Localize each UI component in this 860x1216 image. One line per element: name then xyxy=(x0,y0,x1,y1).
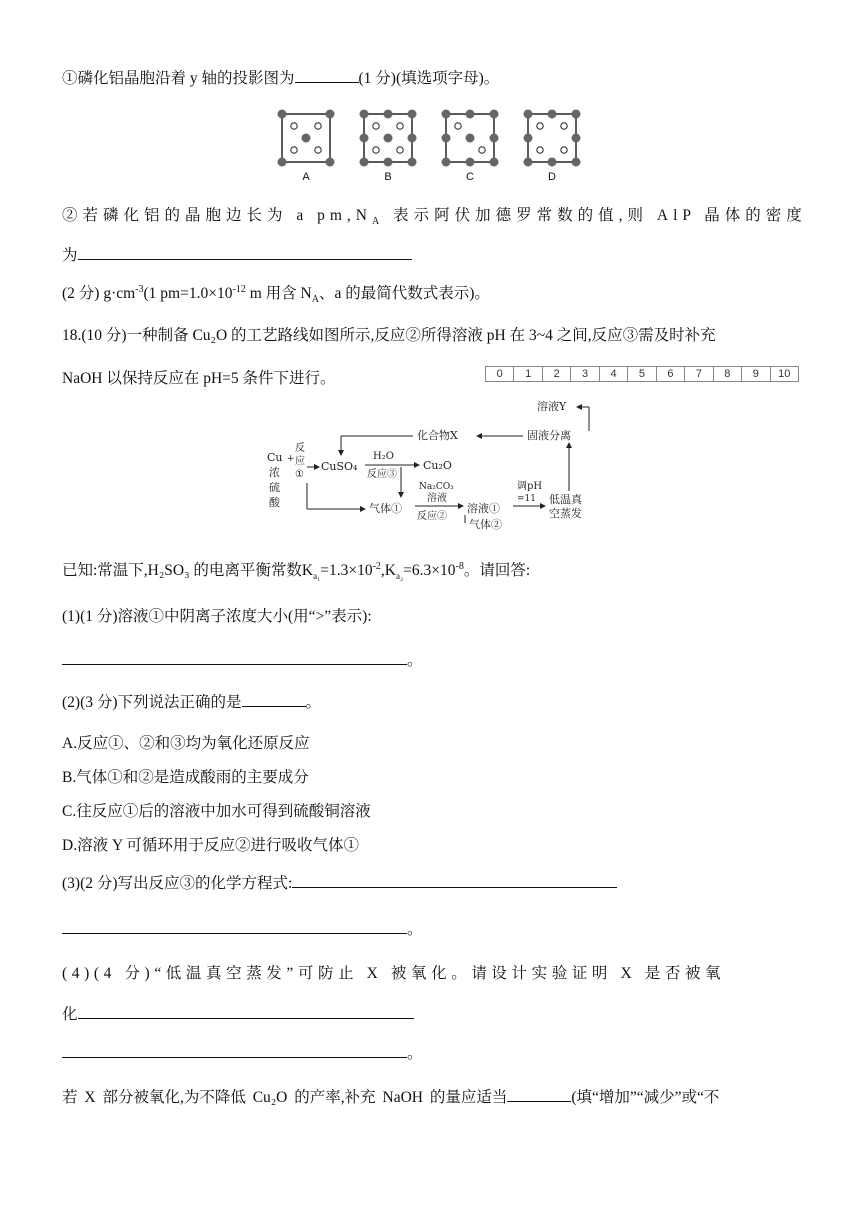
cuso4-label: CuSO₄ xyxy=(321,460,358,473)
q17-part2: ②若磷化铝的晶胞边长为 a $pm,N_A$ 表示阿伏加德罗常数的值,则 AlP 晶体的密度 xyxy=(62,207,807,228)
solution-y-label: 溶液Y xyxy=(537,400,567,413)
option-label: B xyxy=(384,171,392,183)
r1-char-2: 应 xyxy=(295,456,305,467)
option-label: C xyxy=(466,171,474,183)
compound-x-label: 化合物X xyxy=(417,429,458,442)
q17-part2-line3: (2 分) $g\cdot cm^{-3}(1$ $pm=1.0\times 10^{-12}$ m 用含 $N_A$、a 的最简代数式表示)。 xyxy=(62,283,490,306)
separation-label: 固液分离 xyxy=(527,429,571,442)
solution-label: 溶液 xyxy=(427,493,447,504)
q18-sub3: (3)(2 分)写出反应③的化学方程式: xyxy=(62,871,617,893)
q18-sub2: (2)(3 分)下列说法正确的是 。 xyxy=(62,690,321,712)
q18-sub1: (1)(1 分)溶液①中阴离子浓度大小(用“>”表示): xyxy=(62,608,372,625)
r1-char-1: 反 xyxy=(295,443,305,454)
lowtemp-line1: 低温真 xyxy=(549,493,582,506)
ph-eq-11: =11 xyxy=(517,494,536,504)
sol1-label: 溶液① xyxy=(467,502,500,515)
q18-sub1-answer: 。 xyxy=(62,648,423,670)
gas1-label: 气体① xyxy=(369,502,402,515)
option-a: A.反应①、②和③均为氧化还原反应 xyxy=(62,735,310,752)
option-b-diagram xyxy=(358,108,418,188)
option-label: D xyxy=(548,171,556,183)
q18-sub4-line2: 化 xyxy=(62,1002,414,1024)
acid-char-3: 酸 xyxy=(269,496,280,509)
q18-sub3-answer: 。 xyxy=(62,917,423,939)
acid-char-2: 硫 xyxy=(269,481,280,494)
q18-intro-line2: NaOH 以保持反应在 pH=5 条件下进行。 xyxy=(62,370,336,387)
lowtemp-line2: 空蒸发 xyxy=(549,507,582,520)
r3-label: 反应③ xyxy=(367,469,397,480)
option-label: A xyxy=(302,171,310,183)
q18-intro-line1: 18.(10 分)一种制备 Cu₂O 的工艺路线如图所示,反应②所得溶液 pH 在 3~4 之间,反应③需及时补充 xyxy=(62,327,716,344)
q17-part2-line2: 为 xyxy=(62,243,412,265)
option-c-diagram xyxy=(440,108,500,188)
na2co3-label: Na₂CO₃ xyxy=(419,482,454,492)
option-c: C.往反应①后的溶液中加水可得到硫酸铜溶液 xyxy=(62,803,371,820)
ph-scale-ruler: 0 1 2 3 4 5 6 7 8 9 10 xyxy=(485,366,799,382)
answer-blank[interactable] xyxy=(507,1086,571,1102)
adjust-ph-label: 调pH xyxy=(517,481,543,492)
plus-sign: + xyxy=(287,454,295,464)
q18-sub4-answer: 。 xyxy=(62,1041,423,1063)
cu-label: Cu xyxy=(267,451,283,464)
process-flow-diagram xyxy=(255,395,605,531)
acid-char-1: 浓 xyxy=(269,466,280,479)
h2o-label: H₂O xyxy=(373,451,394,462)
q18-last: 若 X 部分被氧化,为不降低 Cu₂O 的产率,补充 NaOH 的量应适当 (填“增加”“减少”或“不 xyxy=(62,1085,719,1107)
option-d: D.溶液 Y 可循环用于反应②进行吸收气体① xyxy=(62,837,359,854)
answer-blank[interactable] xyxy=(78,1003,414,1019)
answer-blank[interactable] xyxy=(295,67,359,83)
r2-label: 反应② xyxy=(417,511,447,522)
q17-part1: ①磷化铝晶胞沿着 y 轴的投影图为 (1 分)(填选项字母)。 xyxy=(62,66,499,88)
option-d-diagram xyxy=(522,108,582,188)
option-b: B.气体①和②是造成酸雨的主要成分 xyxy=(62,769,309,786)
answer-blank[interactable] xyxy=(78,244,412,260)
answer-blank[interactable] xyxy=(62,918,407,934)
q18-sub4: (4)(4 分)“低温真空蒸发”可防止 X 被氧化。请设计实验证明 X 是否被氧 xyxy=(62,965,726,982)
option-a-diagram xyxy=(276,108,336,188)
r1-char-3: ① xyxy=(295,469,304,480)
answer-blank[interactable] xyxy=(62,1042,407,1058)
known-info: 已知:常温下,H₂SO₃ 的电离平衡常数$K_{a_1}=1.3\times 10^{-2},K_{a_2}=6.3\times 10^{-8}$。请回答: xyxy=(62,560,531,582)
answer-blank[interactable] xyxy=(292,872,617,888)
crystal-projection-options xyxy=(276,108,586,188)
cu2o-label: Cu₂O xyxy=(423,459,452,472)
gas2-label: 气体② xyxy=(469,518,502,531)
answer-blank[interactable] xyxy=(242,691,306,707)
answer-blank[interactable] xyxy=(62,649,407,665)
